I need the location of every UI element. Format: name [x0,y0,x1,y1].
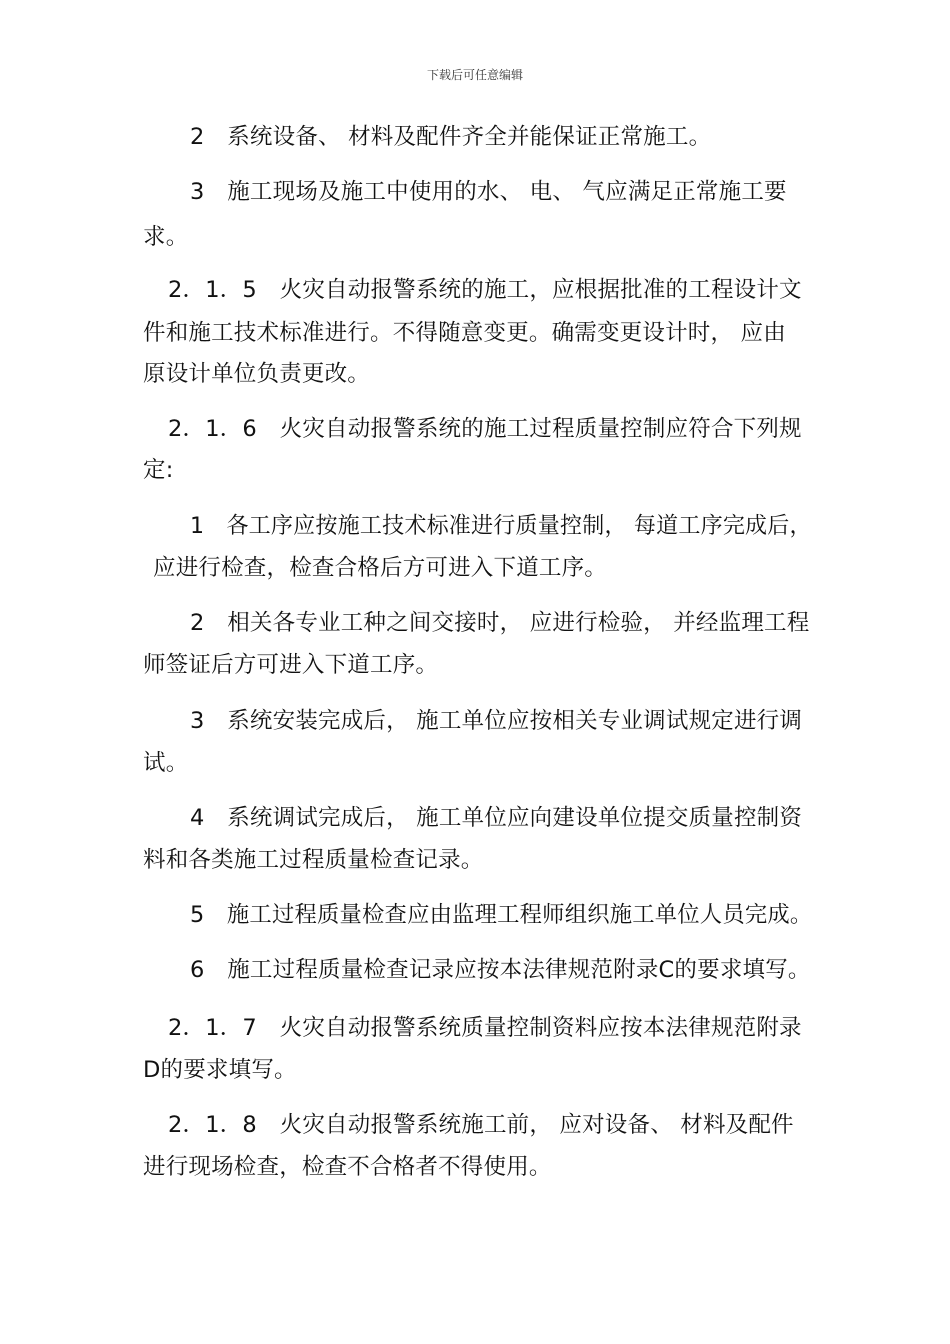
text-line: 定: [143,457,174,483]
text-line: 2 相关各专业工种之间交接时， 应进行检验， 并经监理工程 [190,610,810,636]
text-line: 2．1．6 火灾自动报警系统的施工过程质量控制应符合下列规 [168,416,802,442]
text-line: 5 施工过程质量检查应由监理工程师组织施工单位人员完成。 [190,902,813,928]
text-line: 2．1．7 火灾自动报警系统质量控制资料应按本法律规范附录 [168,1015,802,1041]
text-line: 进行现场检查，检查不合格者不得使用。 [143,1154,552,1180]
text-line: 原设计单位负责更改。 [143,361,371,387]
text-line: 求。 [143,224,189,250]
text-line: D的要求填写。 [143,1057,297,1083]
text-line: 件和施工技术标准进行。不得随意变更。确需变更设计时， 应由 [143,320,786,346]
text-line: 师签证后方可进入下道工序。 [143,652,439,678]
text-line: 6 施工过程质量检查记录应按本法律规范附录C的要求填写。 [190,957,811,983]
text-line: 2．1．8 火灾自动报警系统施工前， 应对设备、 材料及配件 [168,1112,794,1138]
text-line: 2．1．5 火灾自动报警系统的施工，应根据批准的工程设计文 [168,277,802,303]
text-line: 料和各类施工过程质量检查记录。 [143,847,484,873]
text-line: 1 各工序应按施工技术标准进行质量控制， 每道工序完成后， [190,513,812,539]
text-line: 2 系统设备、 材料及配件齐全并能保证正常施工。 [190,124,712,150]
text-line: 应进行检查，检查合格后方可进入下道工序。 [153,555,608,581]
text-line: 4 系统调试完成后， 施工单位应向建设单位提交质量控制资 [190,805,803,831]
text-line: 试。 [143,750,189,776]
text-line: 3 施工现场及施工中使用的水、 电、 气应满足正常施工要 [190,179,787,205]
page-header: 下载后可任意编辑 [426,68,523,82]
text-line: 3 系统安装完成后， 施工单位应按相关专业调试规定进行调 [190,708,803,734]
